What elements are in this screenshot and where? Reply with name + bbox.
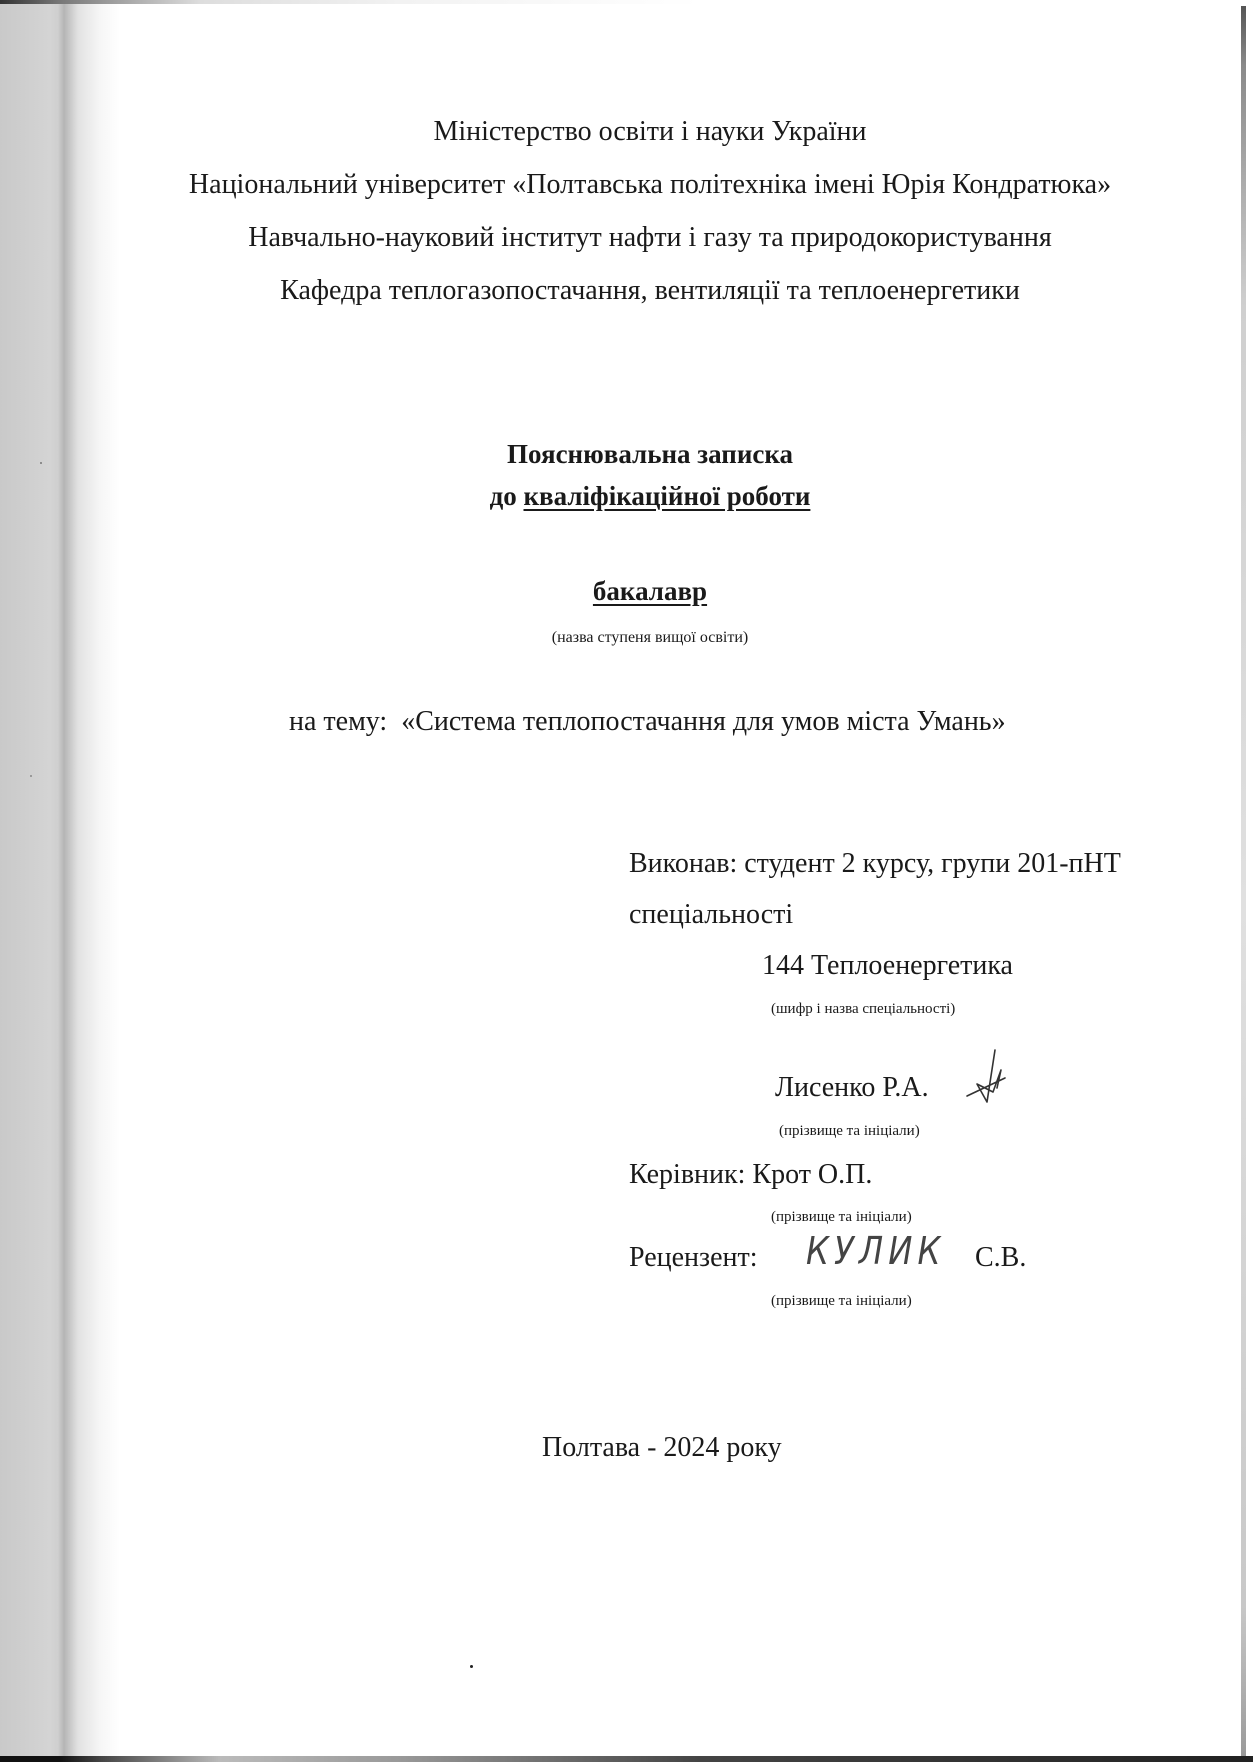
specialty-label: спеціальності xyxy=(629,899,794,930)
performed-by: Виконав: студент 2 курсу, групи 201-пНТ xyxy=(629,848,1121,879)
scan-top-edge xyxy=(0,0,1253,4)
subtitle-underlined: кваліфікаційної роботи xyxy=(523,481,811,511)
scan-shadow xyxy=(0,0,120,1762)
reviewer-label: Рецензент: xyxy=(629,1242,758,1273)
student-caption: (прізвище та ініціали) xyxy=(779,1123,920,1139)
student-signature-icon xyxy=(965,1048,1013,1108)
topic-line xyxy=(289,708,1006,736)
supervisor: Керівник: Крот О.П. xyxy=(629,1159,873,1190)
department-heading: Кафедра теплогазопостачання, вентиляції та теплоенергетики xyxy=(280,275,1020,306)
supervisor-caption: (прізвище та ініціали) xyxy=(771,1209,912,1225)
scan-speck xyxy=(30,775,32,777)
place-year: Полтава - 2024 року xyxy=(542,1432,782,1463)
document-title: Пояснювальна записка xyxy=(506,439,794,469)
reviewer-initials: С.В. xyxy=(975,1242,1027,1273)
topic-value: «Система теплопостачання для умов міста Умань» xyxy=(401,706,1006,737)
specialty-caption: (шифр і назва спеціальності) xyxy=(771,1001,956,1017)
degree-value-text: бакалавр xyxy=(592,576,708,606)
scan-speck xyxy=(40,462,42,464)
subtitle-prefix: до xyxy=(489,481,524,511)
scan-right-margin xyxy=(1246,0,1253,1762)
ministry-heading: Міністерство освіти і науки України xyxy=(433,116,867,147)
student-name: Лисенко Р.А. xyxy=(775,1072,929,1103)
institute-heading: Навчально-науковий інститут нафти і газу та природокористування xyxy=(248,222,1052,253)
reviewer-caption: (прізвище та ініціали) xyxy=(771,1293,912,1309)
university-heading: Національний університет «Полтавська політехніка імені Юрія Кондратюка» xyxy=(188,169,1112,200)
scan-bottom-edge xyxy=(0,1756,1253,1762)
specialty-value: 144 Теплоенергетика xyxy=(762,950,1013,981)
degree-caption: (назва ступеня вищої освіти) xyxy=(551,629,749,646)
topic-label: на тему: xyxy=(289,706,388,737)
document-subtitle xyxy=(0,483,1253,510)
degree-value xyxy=(0,578,1253,605)
reviewer-handwritten-surname: КУЛИК xyxy=(806,1229,946,1273)
scan-speck xyxy=(470,1665,473,1668)
